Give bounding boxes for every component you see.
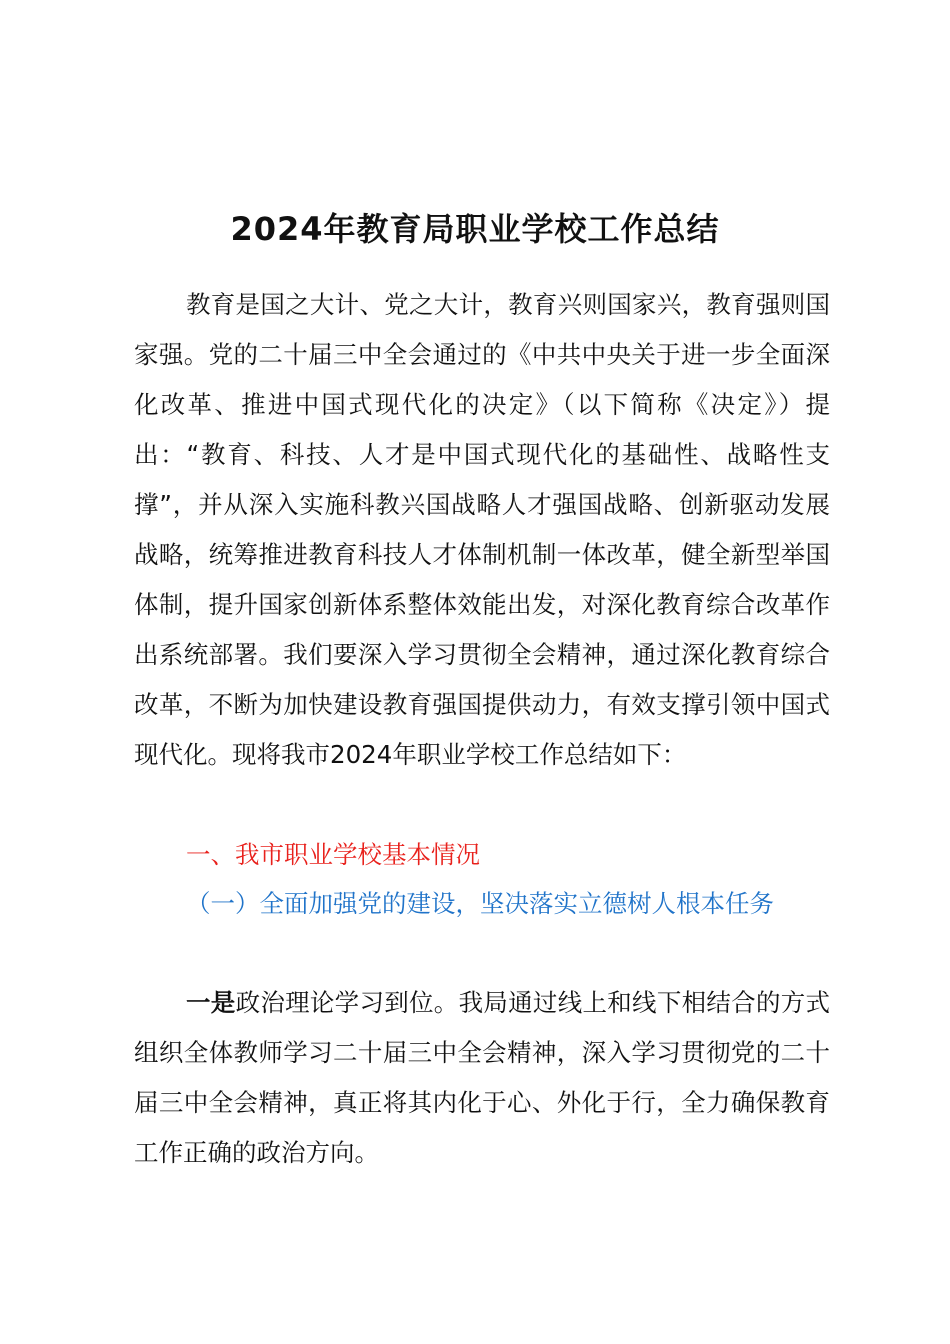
point-one-lead: 一是 (186, 988, 236, 1017)
document-title: 2024年教育局职业学校工作总结 (230, 210, 720, 248)
point-one-text: 政治理论学习到位。我局通过线上和线下相结合的方式组织全体教师学习二十届三中全会精神，深入学习贯彻党的二十届三中全会精神，真正将其内化于心、外化于行，全力确保教育工作正确的政治方向。 (134, 988, 830, 1167)
subsection-heading: （一）全面加强党的建设，坚决落实立德树人根本任务 (186, 889, 774, 918)
section-heading: 一、我市职业学校基本情况 (186, 840, 480, 869)
intro-paragraph: 教育是国之大计、党之大计，教育兴则国家兴，教育强则国家强。党的二十届三中全会通过的《中共中央关于进一步全面深化改革、推进中国式现代化的决定》（以下简称《决定》）提出：“教育、科技、人才是中国式现代化的基础性、战略性支撑”，并从深入实施科教兴国战略人才强国战略、创新驱动发展战略，统筹推进教育科技人才体制机制一体改革，健全新型举国体制，提升国家创新体系整体效能出发，对深化教育综合改革作出系统部署。我们要深入学习贯彻全会精神，通过深化教育综合改革，不断为加快建设教育强国提供动力，有效支撑引领中国式现代化。现将我市2024年职业学校工作总结如下： (134, 290, 830, 769)
point-one-paragraph (134, 978, 830, 1178)
